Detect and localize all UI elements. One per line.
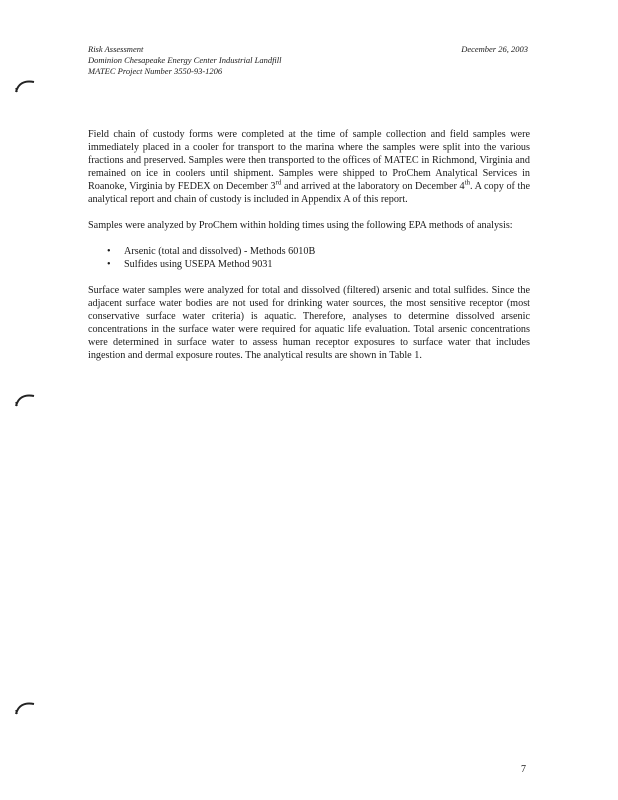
paragraph-surface-water: Surface water samples were analyzed for total and dissolved (filtered) arsenic and total sulfides. Since the adjacent surface water bodies are not used for drinking water sources, the most sensitive receptor (most conservative surface water criteria) is aquatic. Therefore, analyses to determine dissolved arsenic concentrations in the surface water were required for aquatic life evaluation. Total arsenic concentrations were determined in surface water to assess human receptor exposures to surface water that includes ingestion and dermal exposure routes. The analytical results are shown in Table 1.	[88, 285, 530, 361]
paragraph-methods: Samples were analyzed by ProChem within holding times using the following EPA methods of analysis:	[88, 220, 513, 231]
paragraph-text: and arrived at the laboratory on December 4	[281, 181, 465, 192]
paragraph-text: Field chain of custody forms were completed at the time of sample collection and field samples were immediately placed in a cooler for transport to the marina where the samples were split into the various fractions and preserved. Samples were then transported to the offices of MATEC in Richmond, Virginia and remained on ice in coolers until shipment. Samples were shipped to ProChem Analytical Services in Roanoke, Virginia by FEDEX on December 3	[88, 129, 530, 192]
superscript: th	[464, 178, 471, 187]
header-project: Dominion Chesapeake Energy Center Industrial Landfill	[88, 55, 282, 65]
punch-hole-icon	[14, 78, 36, 94]
superscript: rd	[275, 178, 282, 187]
paragraph-custody	[88, 128, 530, 206]
header-date: December 26, 2003	[461, 44, 528, 54]
methods-list	[88, 245, 530, 271]
header-project-number: MATEC Project Number 3550-93-1206	[88, 66, 223, 76]
header-title: Risk Assessment	[88, 44, 144, 54]
page-body	[88, 128, 530, 375]
list-item	[107, 245, 530, 258]
punch-hole-icon	[14, 392, 36, 408]
page-number: 7	[521, 764, 526, 775]
list-item-text: Arsenic (total and dissolved) - Methods 6010B	[124, 246, 316, 257]
bullet-icon: •	[107, 246, 111, 257]
paragraph-text: . A copy of the analytical report and chain of custody is included in Appendix A of this report.	[88, 181, 530, 205]
list-item	[107, 258, 530, 271]
list-item-text: Sulfides using USEPA Method 9031	[124, 259, 273, 270]
bullet-icon: •	[107, 259, 111, 270]
header-row	[88, 44, 528, 55]
punch-hole-icon	[14, 700, 36, 716]
page-header	[88, 44, 528, 77]
